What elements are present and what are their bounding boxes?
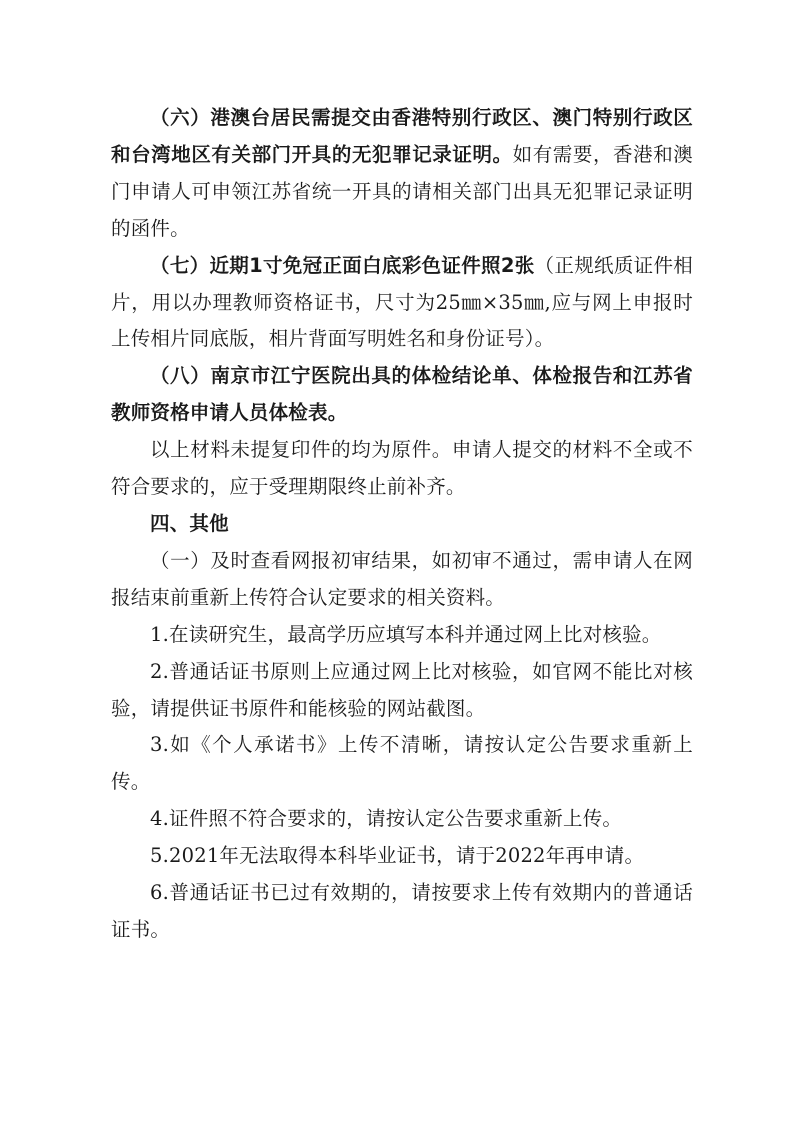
section-4-heading: 四、其他 <box>150 511 229 535</box>
paragraph-item-8 <box>111 358 693 432</box>
item-8-bold-text: （八）南京市江宁医院出具的体检结论单、体检报告和江苏省教师资格申请人员体检表。 <box>111 364 693 425</box>
document-body <box>111 100 693 949</box>
item-7-bold-text: （七）近期1寸免冠正面白底彩色证件照2张 <box>150 253 535 277</box>
paragraph-item-7 <box>111 248 693 359</box>
list-item: 4.证件照不符合要求的，请按认定公告要求重新上传。 <box>150 807 623 831</box>
paragraph-item-6 <box>111 100 693 248</box>
item-7-normal-text: （正规纸质证件相片，用以办理教师资格证书，尺寸为25㎜×35㎜,应与网上申报时上传相片同底版，相片背面写明姓名和身份证号）。 <box>111 253 693 351</box>
list-item: 2.普通话证书原则上应通过网上比对核验，如官网不能比对核验，请提供证书原件和能核验的网站截图。 <box>111 659 693 720</box>
list-item: 3.如《个人承诺书》上传不清晰，请按认定公告要求重新上传。 <box>111 733 693 794</box>
item-6-bold-text: （六）港澳台居民需提交由香港特别行政区、澳门特别行政区和台湾地区有关部门开具的无犯罪记录证明。 <box>111 106 693 166</box>
list-item: 1.在读研究生，最高学历应填写本科并通过网上比对核验。 <box>150 622 662 646</box>
list-item: 6.普通话证书已过有效期的，请按要求上传有效期内的普通话证书。 <box>111 881 693 941</box>
list-item: 5.2021年无法取得本科毕业证书，请于2022年再申请。 <box>150 844 645 868</box>
section-4-intro: （一）及时查看网报初审结果，如初审不通过，需申请人在网报结束前重新上传符合认定要求的相关资料。 <box>111 548 693 609</box>
materials-note: 以上材料未提复印件的均为原件。申请人提交的材料不全或不符合要求的，应于受理期限终止前补齐。 <box>111 438 693 499</box>
item-6-normal-text: 如有需要，香港和澳门申请人可申领江苏省统一开具的请相关部门出具无犯罪记录证明的函件。 <box>111 142 693 240</box>
